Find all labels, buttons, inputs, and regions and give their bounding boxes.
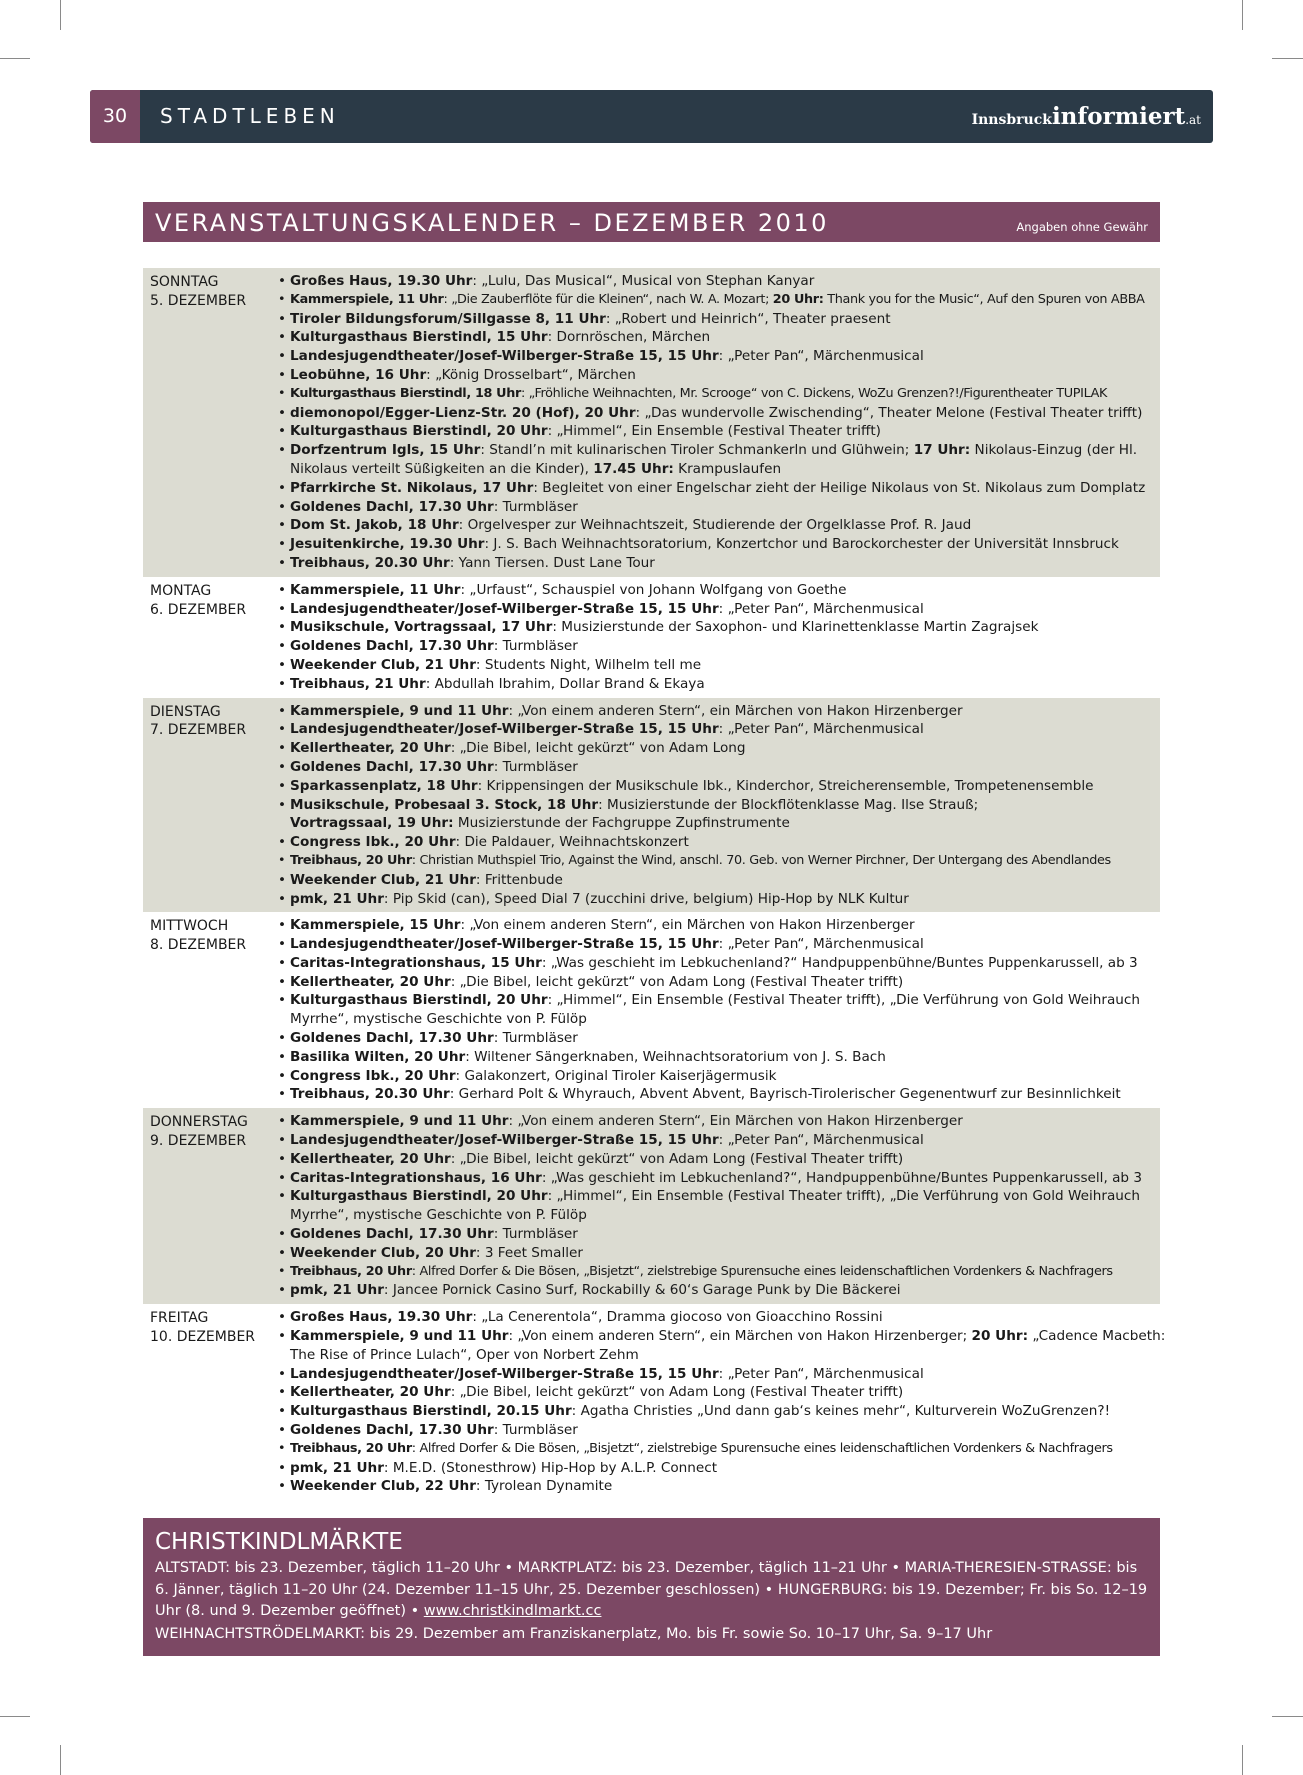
event-venue: Treibhaus, 20 Uhr xyxy=(290,852,412,868)
event-venue: Goldenes Dachl, 17.30 Uhr xyxy=(290,758,494,775)
event-item: • pmk, 21 Uhr: M.E.D. (Stonesthrow) Hip-Hop by A.L.P. Connect xyxy=(278,1459,1160,1478)
day-block xyxy=(143,698,1160,913)
event-text-extra: Myrrhe“, mystische Geschichte von P. Fülöp xyxy=(290,1207,587,1224)
event-item: • Treibhaus, 20.30 Uhr: Yann Tiersen. Dust Lane Tour xyxy=(278,554,1160,573)
event-text: „König Drosselbart“, Märchen xyxy=(435,366,636,383)
event-text: Dornröschen, Märchen xyxy=(556,329,711,346)
event-continuation xyxy=(290,1010,1160,1029)
event-text: Yann Tiersen. Dust Lane Tour xyxy=(458,554,655,571)
event-venue: pmk, 21 Uhr xyxy=(290,1459,384,1476)
logo-text-city: Innsbruck xyxy=(971,112,1052,128)
event-item: • Weekender Club, 21 Uhr: Students Night, Wilhelm tell me xyxy=(278,656,1160,675)
event-item: • Pfarrkirche St. Nikolaus, 17 Uhr: Begleitet von einer Engelschar zieht der Heilige Nikolaus von St. Nikolaus zum Domplatz xyxy=(278,479,1160,498)
event-venue-extra: Vortragssaal, 19 Uhr: xyxy=(290,815,454,832)
event-item: • Landesjugendtheater/Josef-Wilberger-Straße 15, 15 Uhr: „Peter Pan“, Märchenmusical xyxy=(278,935,1160,954)
event-venue: diemonopol/Egger-Lienz-Str. 20 (Hof), 20 Uhr xyxy=(290,404,636,421)
event-item: • Kellertheater, 20 Uhr: „Die Bibel, leicht gekürzt“ von Adam Long (Festival Theater trifft) xyxy=(278,1383,1160,1402)
event-text: Alfred Dorfer & Die Bösen, „Bisjetzt“, zielstrebige Spurensuche eines leidenschaftlichen Vordenkers & Nachfragers xyxy=(419,1440,1113,1456)
event-text-extra: The Rise of Prince Lulach“, Oper von Norbert Zehm xyxy=(290,1346,639,1363)
event-venue: Musikschule, Vortragssaal, 17 Uhr xyxy=(290,619,553,636)
event-text: „Die Bibel, leicht gekürzt“ von Adam Long (Festival Theater trifft) xyxy=(459,1384,904,1401)
event-venue: Landesjugendtheater/Josef-Wilberger-Straße 15, 15 Uhr xyxy=(290,600,719,617)
event-item: • Landesjugendtheater/Josef-Wilberger-Straße 15, 15 Uhr: „Peter Pan“, Märchenmusical xyxy=(278,1131,1160,1150)
event-venue: Landesjugendtheater/Josef-Wilberger-Straße 15, 15 Uhr xyxy=(290,348,719,365)
markets-secondary: WEIHNACHTSTRÖDELMARKT: bis 29. Dezember am Franziskanerplatz, Mo. bis Fr. sowie So. 10–17 Uhr, Sa. 9–17 Uhr xyxy=(155,1626,993,1642)
event-venue: Kammerspiele, 15 Uhr xyxy=(290,917,461,934)
event-venue: Kulturgasthaus Bierstindl, 20.15 Uhr xyxy=(290,1403,572,1420)
event-text: „Das wundervolle Zwischending“, Theater Melone (Festival Theater trifft) xyxy=(644,404,1143,421)
crop-mark xyxy=(1272,1716,1303,1717)
day-label xyxy=(150,582,246,620)
day-block xyxy=(143,912,1160,1108)
event-text-extra: Thank you for the Music“, Auf den Spuren von ABBA xyxy=(827,291,1145,307)
event-venue: Treibhaus, 20.30 Uhr xyxy=(290,1086,450,1103)
event-text: „Peter Pan“, Märchenmusical xyxy=(727,348,924,365)
event-text: Standl’n mit kulinarischen Tiroler Schmankerln und Glühwein; xyxy=(489,442,910,459)
event-item: • Basilika Wilten, 20 Uhr: Wiltener Sängerknaben, Weihnachtsoratorium von J. S. Bach xyxy=(278,1048,1160,1067)
event-venue: Landesjugendtheater/Josef-Wilberger-Straße 15, 15 Uhr xyxy=(290,936,719,953)
event-text: Turmbläser xyxy=(502,1226,578,1243)
event-text: Students Night, Wilhelm tell me xyxy=(484,656,702,673)
event-text: Alfred Dorfer & Die Bösen, „Bisjetzt“, zielstrebige Spurensuche eines leidenschaftlichen Vordenkers & Nachfragers xyxy=(419,1263,1113,1279)
event-text: „Peter Pan“, Märchenmusical xyxy=(727,936,924,953)
brand-logo xyxy=(972,103,1201,130)
event-text: „Von einem anderen Stern“, ein Märchen von Hakon Hirzenberger xyxy=(469,917,915,934)
event-venue: Kulturgasthaus Bierstindl, 18 Uhr xyxy=(290,385,521,401)
day-block xyxy=(143,1304,1166,1500)
event-venue: Treibhaus, 21 Uhr xyxy=(290,675,426,692)
day-date: 9. DEZEMBER xyxy=(150,1133,247,1150)
day-label xyxy=(150,703,246,741)
event-text: Turmbläser xyxy=(502,1030,578,1047)
crop-mark xyxy=(1272,58,1303,59)
event-item: • Großes Haus, 19.30 Uhr: „Lulu, Das Musical“, Musical von Stephan Kanyar xyxy=(278,272,1160,291)
event-venue: Kellertheater, 20 Uhr xyxy=(290,973,451,990)
event-venue: Sparkassenplatz, 18 Uhr xyxy=(290,777,478,794)
crop-mark xyxy=(0,58,30,59)
event-item: • Weekender Club, 20 Uhr: 3 Feet Smaller xyxy=(278,1244,1160,1263)
event-item: • Sparkassenplatz, 18 Uhr: Krippensingen der Musikschule Ibk., Kinderchor, Streicherensemble, Trompetenensemble xyxy=(278,777,1160,796)
event-venue: Kammerspiele, 9 und 11 Uhr xyxy=(290,1328,509,1345)
day-weekday: DIENSTAG xyxy=(150,703,221,720)
event-venue: Pfarrkirche St. Nikolaus, 17 Uhr xyxy=(290,479,534,496)
event-item: • Kellertheater, 20 Uhr: „Die Bibel, leicht gekürzt“ von Adam Long (Festival Theater trifft) xyxy=(278,973,1160,992)
event-venue: Kellertheater, 20 Uhr xyxy=(290,1384,451,1401)
event-venue: Treibhaus, 20.30 Uhr xyxy=(290,554,450,571)
event-venue: Dorfzentrum Igls, 15 Uhr xyxy=(290,442,481,459)
event-continuation xyxy=(290,814,1160,833)
day-date: 6. DEZEMBER xyxy=(150,601,247,618)
event-item: • Kulturgasthaus Bierstindl, 15 Uhr: Dornröschen, Märchen xyxy=(278,328,1160,347)
event-text: Tyrolean Dynamite xyxy=(484,1478,613,1495)
event-continuation xyxy=(290,1206,1160,1225)
event-item: • Kammerspiele, 15 Uhr: „Von einem anderen Stern“, ein Märchen von Hakon Hirzenberger xyxy=(278,916,1160,935)
event-venue: Kammerspiele, 9 und 11 Uhr xyxy=(290,1113,509,1130)
event-venue: Kellertheater, 20 Uhr xyxy=(290,740,451,757)
event-list xyxy=(278,1112,1160,1300)
event-venue: Weekender Club, 21 Uhr xyxy=(290,871,476,888)
event-text: Abdullah Ibrahim, Dollar Brand & Ekaya xyxy=(434,675,705,692)
event-text: „Die Bibel, leicht gekürzt“ von Adam Long (Festival Theater trifft) xyxy=(459,973,904,990)
event-text: „Von einem anderen Stern“, ein Märchen von Hakon Hirzenberger xyxy=(517,702,963,719)
event-text: „Himmel“, Ein Ensemble (Festival Theater trifft) xyxy=(556,423,881,440)
markets-title: CHRISTKINDLMÄRKTE xyxy=(155,1529,403,1555)
event-item: • Jesuitenkirche, 19.30 Uhr: J. S. Bach Weihnachtsoratorium, Konzertchor und Barockorchester der Universität Innsbruck xyxy=(278,535,1160,554)
crop-mark xyxy=(0,1716,30,1717)
event-text: „Was geschieht im Lebkuchenland?“ Handpuppenbühne/Buntes Puppenkarussell, ab 3 xyxy=(550,954,1138,971)
event-item: • Dorfzentrum Igls, 15 Uhr: Standl’n mit kulinarischen Tiroler Schmankerln und Glühwein; 17 Uhr: Nikolaus-Einzug (der Hl. Nikolaus verteilt Süßigkeiten an die Kinder), 17.45 Uhr: Krampuslaufen xyxy=(278,441,1160,479)
page-number: 30 xyxy=(90,90,140,143)
event-venue: Leobühne, 16 Uhr xyxy=(290,366,427,383)
event-venue: Goldenes Dachl, 17.30 Uhr xyxy=(290,498,494,515)
event-venue: Caritas-Integrationshaus, 15 Uhr xyxy=(290,954,542,971)
event-item: • Weekender Club, 22 Uhr: Tyrolean Dynamite xyxy=(278,1477,1160,1496)
day-weekday: MONTAG xyxy=(150,582,212,599)
event-venue: Landesjugendtheater/Josef-Wilberger-Straße 15, 15 Uhr xyxy=(290,721,719,738)
event-venue-extra: 17.45 Uhr: xyxy=(593,460,674,477)
event-text: Frittenbude xyxy=(484,871,563,888)
event-venue: Treibhaus, 20 Uhr xyxy=(290,1440,412,1456)
event-venue: Congress Ibk., 20 Uhr xyxy=(290,1067,456,1084)
event-item: • Landesjugendtheater/Josef-Wilberger-Straße 15, 15 Uhr: „Peter Pan“, Märchenmusical xyxy=(278,1365,1160,1384)
event-text: Die Paldauer, Weihnachtskonzert xyxy=(464,834,689,851)
event-text: Turmbläser xyxy=(502,758,578,775)
event-item: • Musikschule, Vortragssaal, 17 Uhr: Musizierstunde der Saxophon- und Klarinettenklasse Martin Zagrajsek xyxy=(278,618,1160,637)
event-text: „Robert und Heinrich“, Theater praesent xyxy=(614,310,891,327)
event-venue: Jesuitenkirche, 19.30 Uhr xyxy=(290,536,485,553)
event-item: • Leobühne, 16 Uhr: „König Drosselbart“, Märchen xyxy=(278,366,1160,385)
event-item: • Goldenes Dachl, 17.30 Uhr: Turmbläser xyxy=(278,1421,1160,1440)
event-text-extra: Musizierstunde der Fachgruppe Zupfinstrumente xyxy=(457,815,790,832)
event-continuation xyxy=(290,460,1160,479)
event-text: „Peter Pan“, Märchenmusical xyxy=(727,1132,924,1149)
day-date: 7. DEZEMBER xyxy=(150,722,247,739)
event-item: • Caritas-Integrationshaus, 15 Uhr: „Was geschieht im Lebkuchenland?“ Handpuppenbühne/Buntes Puppenkarussell, ab 3 xyxy=(278,954,1160,973)
event-text: Galakonzert, Original Tiroler Kaiserjägermusik xyxy=(464,1067,777,1084)
logo-text-main: informiert xyxy=(1051,103,1186,130)
day-weekday: FREITAG xyxy=(150,1310,209,1327)
event-text: „Himmel“, Ein Ensemble (Festival Theater trifft), „Die Verführung von Gold Weihrauch xyxy=(556,992,1140,1009)
event-text: „Die Bibel, leicht gekürzt“ von Adam Long (Festival Theater trifft) xyxy=(459,1150,904,1167)
event-item: • Kulturgasthaus Bierstindl, 20 Uhr: „Himmel“, Ein Ensemble (Festival Theater trifft) xyxy=(278,422,1160,441)
event-venue: Kulturgasthaus Bierstindl, 20 Uhr xyxy=(290,992,548,1009)
event-item: • Treibhaus, 20 Uhr: Christian Muthspiel Trio, Against the Wind, anschl. 70. Geb. von Werner Pirchner, Der Untergang des Abendlandes xyxy=(278,852,1160,871)
event-text: Turmbläser xyxy=(502,498,578,515)
event-item: • Kammerspiele, 11 Uhr: „Urfaust“, Schauspiel von Johann Wolfgang von Goethe xyxy=(278,581,1160,600)
markets-body xyxy=(155,1558,1155,1623)
event-text: 3 Feet Smaller xyxy=(484,1244,583,1261)
event-text: Gerhard Polt & Whyrauch, Abvent Abvent, Bayrisch-Tirolerischer Gegenentwurf zur Besinnlichkeit xyxy=(458,1086,1121,1103)
event-text: Musizierstunde der Saxophon- und Klarinettenklasse Martin Zagrajsek xyxy=(561,619,1039,636)
event-item: • Goldenes Dachl, 17.30 Uhr: Turmbläser xyxy=(278,1225,1160,1244)
event-venue: Congress Ibk., 20 Uhr xyxy=(290,834,456,851)
day-block xyxy=(143,268,1160,577)
event-list xyxy=(278,272,1160,573)
event-text: „Von einem anderen Stern“, Ein Märchen von Hakon Hirzenberger xyxy=(517,1113,963,1130)
event-venue: Weekender Club, 21 Uhr xyxy=(290,656,476,673)
event-text-extra: Myrrhe“, mystische Geschichte von P. Fülöp xyxy=(290,1011,587,1028)
event-text-extra: Nikolaus verteilt Süßigkeiten an die Kinder), xyxy=(290,460,589,477)
event-item: • Congress Ibk., 20 Uhr: Galakonzert, Original Tiroler Kaiserjägermusik xyxy=(278,1067,1160,1086)
crop-mark xyxy=(60,1745,61,1775)
event-venue-extra: 20 Uhr: xyxy=(971,1328,1029,1345)
day-block xyxy=(143,577,1160,698)
day-date: 8. DEZEMBER xyxy=(150,937,247,954)
event-venue: Kammerspiele, 11 Uhr xyxy=(290,581,461,598)
event-text: Christian Muthspiel Trio, Against the Wind, anschl. 70. Geb. von Werner Pirchner, Der Untergang des Abendlandes xyxy=(419,852,1111,868)
event-venue: Treibhaus, 20 Uhr xyxy=(290,1263,412,1279)
event-list xyxy=(278,581,1160,694)
event-item: • Kulturgasthaus Bierstindl, 20 Uhr: „Himmel“, Ein Ensemble (Festival Theater trifft), „Die Verführung von Gold Weihrauch Myrrhe“, mystische Geschichte von P. Fülöp xyxy=(278,1187,1160,1225)
event-item: • Kellertheater, 20 Uhr: „Die Bibel, leicht gekürzt“ von Adam Long (Festival Theater trifft) xyxy=(278,1150,1160,1169)
crop-mark xyxy=(60,0,61,30)
event-item: • Tiroler Bildungsforum/Sillgasse 8, 11 Uhr: „Robert und Heinrich“, Theater praesent xyxy=(278,310,1160,329)
event-text: Wiltener Sängerknaben, Weihnachtsoratorium von J. S. Bach xyxy=(474,1048,886,1065)
event-text: „Peter Pan“, Märchenmusical xyxy=(727,721,924,738)
event-text: „Was geschieht im Lebkuchenland?“, Handpuppenbühne/Buntes Puppenkarussell, ab 3 xyxy=(550,1169,1143,1186)
event-venue: Kammerspiele, 9 und 11 Uhr xyxy=(290,702,509,719)
event-item: • Kulturgasthaus Bierstindl, 20 Uhr: „Himmel“, Ein Ensemble (Festival Theater trifft), „Die Verführung von Gold Weihrauch Myrrhe“, mystische Geschichte von P. Fülöp xyxy=(278,991,1160,1029)
event-item: • Treibhaus, 20.30 Uhr: Gerhard Polt & Whyrauch, Abvent Abvent, Bayrisch-Tirolerischer Gegenentwurf zur Besinnlichkeit xyxy=(278,1085,1160,1104)
event-venue: Landesjugendtheater/Josef-Wilberger-Straße 15, 15 Uhr xyxy=(290,1365,719,1382)
day-label xyxy=(150,917,246,955)
event-item: • Goldenes Dachl, 17.30 Uhr: Turmbläser xyxy=(278,1029,1160,1048)
event-item: • Treibhaus, 21 Uhr: Abdullah Ibrahim, Dollar Brand & Ekaya xyxy=(278,675,1160,694)
day-weekday: MITTWOCH xyxy=(150,918,229,935)
event-venue: Kulturgasthaus Bierstindl, 20 Uhr xyxy=(290,1188,548,1205)
event-text-extra: „Cadence Macbeth: xyxy=(1032,1328,1166,1345)
event-text: Jancee Pornick Casino Surf, Rockabilly & 60‘s Garage Punk by Die Bäckerei xyxy=(392,1282,901,1299)
event-venue: Goldenes Dachl, 17.30 Uhr xyxy=(290,1226,494,1243)
event-text: Turmbläser xyxy=(502,638,578,655)
event-text: „Peter Pan“, Märchenmusical xyxy=(727,600,924,617)
event-text: Musizierstunde der Blockflötenklasse Mag. Ilse Strauß; xyxy=(607,796,979,813)
event-venue: Weekender Club, 22 Uhr xyxy=(290,1478,476,1495)
markets-link[interactable]: www.christkindlmarkt.cc xyxy=(423,1603,602,1619)
event-text: „Lulu, Das Musical“, Musical von Stephan Kanyar xyxy=(481,273,815,289)
markets-text: ALTSTADT: bis 23. Dezember, täglich 11–20 Uhr • MARKTPLATZ: bis 23. Dezember, täglich 11–21 Uhr • MARIA-THERESIEN-STRASSE: bis 6. Jänner, täglich 11–20 Uhr (24. Dezember 11–15 Uhr, 25. Dezember geschlossen) • HUNGERBURG: bis 19. Dezember; Fr. bis So. 12–19 Uhr (8. und 9. Dezember geöffnet) • xyxy=(155,1560,1148,1619)
day-label xyxy=(150,273,246,311)
event-venue: Kulturgasthaus Bierstindl, 20 Uhr xyxy=(290,423,548,440)
event-list xyxy=(278,916,1160,1104)
event-item: • Landesjugendtheater/Josef-Wilberger-Straße 15, 15 Uhr: „Peter Pan“, Märchenmusical xyxy=(278,347,1160,366)
event-venue: Tiroler Bildungsforum/Sillgasse 8, 11 Uhr xyxy=(290,310,606,327)
event-venue: Großes Haus, 19.30 Uhr xyxy=(290,1309,473,1326)
event-item: • Landesjugendtheater/Josef-Wilberger-Straße 15, 15 Uhr: „Peter Pan“, Märchenmusical xyxy=(278,720,1160,739)
event-item: • Goldenes Dachl, 17.30 Uhr: Turmbläser xyxy=(278,637,1160,656)
event-venue: Basilika Wilten, 20 Uhr xyxy=(290,1048,466,1065)
event-venue: Großes Haus, 19.30 Uhr xyxy=(290,273,473,289)
event-text-extra: Nikolaus-Einzug (der Hl. xyxy=(974,442,1138,459)
day-label xyxy=(150,1309,255,1347)
event-item: • pmk, 21 Uhr: Pip Skid (can), Speed Dial 7 (zucchini drive, belgium) Hip-Hop by NLK Kultur xyxy=(278,890,1160,909)
event-text: J. S. Bach Weihnachtsoratorium, Konzertchor und Barockorchester der Universität Innsbruck xyxy=(493,536,1119,553)
event-text: „Peter Pan“, Märchenmusical xyxy=(727,1365,924,1382)
event-item: • Kellertheater, 20 Uhr: „Die Bibel, leicht gekürzt“ von Adam Long xyxy=(278,739,1160,758)
event-venue: Caritas-Integrationshaus, 16 Uhr xyxy=(290,1169,542,1186)
event-venue: Kammerspiele, 11 Uhr xyxy=(290,291,444,307)
event-text: Begleitet von einer Engelschar zieht der Heilige Nikolaus von St. Nikolaus zum Domplatz xyxy=(542,479,1146,496)
crop-mark xyxy=(1242,0,1243,30)
event-text: „Urfaust“, Schauspiel von Johann Wolfgang von Goethe xyxy=(469,581,847,598)
event-text: Turmbläser xyxy=(502,1422,578,1439)
event-text: Orgelvesper zur Weihnachtszeit, Studierende der Orgelklasse Prof. R. Jaud xyxy=(467,517,972,534)
event-text: „Fröhliche Weihnachten, Mr. Scrooge“ von C. Dickens, WoZu Grenzen?!/Figurentheater TUPILAK xyxy=(528,385,1108,401)
event-venue: Kellertheater, 20 Uhr xyxy=(290,1150,451,1167)
calendar-title: VERANSTALTUNGSKALENDER – DEZEMBER 2010 xyxy=(155,209,829,237)
section-title: STADTLEBEN xyxy=(160,104,340,128)
event-venue: Dom St. Jakob, 18 Uhr xyxy=(290,517,459,534)
event-item: • Kulturgasthaus Bierstindl, 18 Uhr: „Fröhliche Weihnachten, Mr. Scrooge“ von C. Dickens, WoZu Grenzen?!/Figurentheater TUPILAK xyxy=(278,385,1160,404)
event-list xyxy=(278,1308,1166,1496)
event-item: • Kammerspiele, 9 und 11 Uhr: „Von einem anderen Stern“, Ein Märchen von Hakon Hirzenberger xyxy=(278,1112,1160,1131)
event-item: • Goldenes Dachl, 17.30 Uhr: Turmbläser xyxy=(278,758,1160,777)
event-item: • Weekender Club, 21 Uhr: Frittenbude xyxy=(278,871,1160,890)
event-venue: Kulturgasthaus Bierstindl, 15 Uhr xyxy=(290,329,548,346)
day-label xyxy=(150,1113,248,1151)
event-text: „Die Bibel, leicht gekürzt“ von Adam Long xyxy=(459,740,746,757)
event-item: • Goldenes Dachl, 17.30 Uhr: Turmbläser xyxy=(278,498,1160,517)
day-date: 5. DEZEMBER xyxy=(150,292,247,309)
event-venue: pmk, 21 Uhr xyxy=(290,1282,384,1299)
event-continuation xyxy=(290,1346,1160,1365)
event-item: • Kammerspiele, 9 und 11 Uhr: „Von einem anderen Stern“, ein Märchen von Hakon Hirzenberger xyxy=(278,702,1160,721)
event-venue: pmk, 21 Uhr xyxy=(290,890,384,907)
calendar-days xyxy=(143,268,1166,1500)
event-item: • Treibhaus, 20 Uhr: Alfred Dorfer & Die Bösen, „Bisjetzt“, zielstrebige Spurensuche eines leidenschaftlichen Vordenkers & Nachfragers xyxy=(278,1440,1160,1459)
event-list xyxy=(278,702,1160,909)
event-item: • Congress Ibk., 20 Uhr: Die Paldauer, Weihnachtskonzert xyxy=(278,833,1160,852)
event-venue: Weekender Club, 20 Uhr xyxy=(290,1244,476,1261)
event-text: Agatha Christies „Und dann gab‘s keines mehr“, Kulturverein WoZuGrenzen?! xyxy=(580,1403,1111,1420)
event-text: M.E.D. (Stonesthrow) Hip-Hop by A.L.P. Connect xyxy=(392,1459,718,1476)
event-item: • Caritas-Integrationshaus, 16 Uhr: „Was geschieht im Lebkuchenland?“, Handpuppenbühne/Buntes Puppenkarussell, ab 3 xyxy=(278,1169,1160,1188)
day-block xyxy=(143,1108,1160,1304)
event-text: Pip Skid (can), Speed Dial 7 (zucchini drive, belgium) Hip-Hop by NLK Kultur xyxy=(392,890,909,907)
calendar-title-bar xyxy=(143,202,1160,242)
day-date: 10. DEZEMBER xyxy=(150,1329,256,1346)
logo-text-tld: .at xyxy=(1185,113,1201,127)
event-item: • Musikschule, Probesaal 3. Stock, 18 Uhr: Musizierstunde der Blockflötenklasse Mag. Ilse Strauß; Vortragssaal, 19 Uhr: Musizierstunde der Fachgruppe Zupfinstrumente xyxy=(278,796,1160,834)
crop-mark xyxy=(1242,1745,1243,1775)
event-venue: Goldenes Dachl, 17.30 Uhr xyxy=(290,638,494,655)
event-venue: Goldenes Dachl, 17.30 Uhr xyxy=(290,1422,494,1439)
event-item: • Großes Haus, 19.30 Uhr: „La Cenerentola“, Dramma giocoso von Gioacchino Rossini xyxy=(278,1308,1160,1327)
event-venue: Landesjugendtheater/Josef-Wilberger-Straße 15, 15 Uhr xyxy=(290,1132,719,1149)
event-text-extra: Krampuslaufen xyxy=(678,460,782,477)
page-header xyxy=(90,90,1213,143)
event-text: Krippensingen der Musikschule Ibk., Kinderchor, Streicherensemble, Trompetenensemble xyxy=(486,777,1094,794)
event-item: • Dom St. Jakob, 18 Uhr: Orgelvesper zur Weihnachtszeit, Studierende der Orgelklasse Prof. R. Jaud xyxy=(278,516,1160,535)
event-venue-extra: 20 Uhr: xyxy=(772,291,824,307)
event-text: „Von einem anderen Stern“, ein Märchen von Hakon Hirzenberger; xyxy=(517,1328,968,1345)
day-weekday: DONNERSTAG xyxy=(150,1114,248,1131)
disclaimer: Angaben ohne Gewähr xyxy=(1016,220,1148,234)
day-weekday: SONNTAG xyxy=(150,274,219,290)
event-venue: Goldenes Dachl, 17.30 Uhr xyxy=(290,1030,494,1047)
event-item: • diemonopol/Egger-Lienz-Str. 20 (Hof), 20 Uhr: „Das wundervolle Zwischending“, Theater Melone (Festival Theater trifft) xyxy=(278,404,1160,423)
event-item: • Kammerspiele, 11 Uhr: „Die Zauberflöte für die Kleinen“, nach W. A. Mozart; 20 Uhr: Thank you for the Music“, Auf den Spuren von ABBA xyxy=(278,291,1160,310)
event-text: „Himmel“, Ein Ensemble (Festival Theater trifft), „Die Verführung von Gold Weihrauch xyxy=(556,1188,1140,1205)
event-item: • Landesjugendtheater/Josef-Wilberger-Straße 15, 15 Uhr: „Peter Pan“, Märchenmusical xyxy=(278,600,1160,619)
event-venue: Musikschule, Probesaal 3. Stock, 18 Uhr xyxy=(290,796,599,813)
event-item: • Kulturgasthaus Bierstindl, 20.15 Uhr: Agatha Christies „Und dann gab‘s keines mehr“, Kulturverein WoZuGrenzen?! xyxy=(278,1402,1160,1421)
christmas-markets-box xyxy=(143,1518,1160,1656)
event-text: „La Cenerentola“, Dramma giocoso von Gioacchino Rossini xyxy=(481,1309,883,1326)
event-item: • Kammerspiele, 9 und 11 Uhr: „Von einem anderen Stern“, ein Märchen von Hakon Hirzenberger; 20 Uhr: „Cadence Macbeth: The Rise of Prince Lulach“, Oper von Norbert Zehm xyxy=(278,1327,1160,1365)
event-venue-extra: 17 Uhr: xyxy=(913,442,971,459)
event-text: „Die Zauberflöte für die Kleinen“, nach W. A. Mozart; xyxy=(451,291,770,307)
event-item: • Treibhaus, 20 Uhr: Alfred Dorfer & Die Bösen, „Bisjetzt“, zielstrebige Spurensuche eines leidenschaftlichen Vordenkers & Nachfragers xyxy=(278,1263,1160,1282)
event-item: • pmk, 21 Uhr: Jancee Pornick Casino Surf, Rockabilly & 60‘s Garage Punk by Die Bäckerei xyxy=(278,1281,1160,1300)
